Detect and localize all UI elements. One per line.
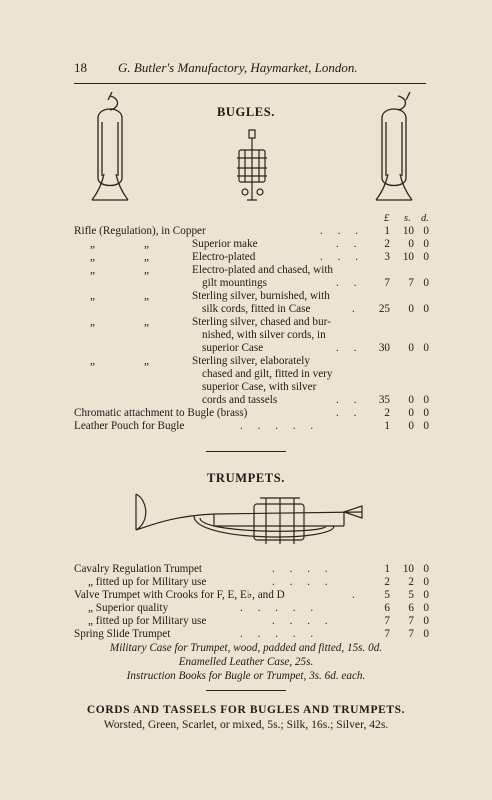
list-item: „ Superior quality . . . . . 6 6 0 [88,602,429,614]
trumpets-title: TRUMPETS. [207,471,285,485]
shillings-head: s. [404,213,411,224]
bugles-title: BUGLES. [216,105,276,119]
bugle-illustration-center [233,128,273,208]
list-item: cords and tassels . . 35 0 0 [202,394,429,406]
list-item: „ „ Electro-plated . . . 3 10 0 [90,251,429,263]
list-item: superior Case, with silver [202,381,317,393]
list-item: „ „ Sterling silver, elaborately [90,355,310,367]
instruction-books-note: Instruction Books for Bugle or Trumpet, 3s. 6d. each. [126,670,366,682]
section-divider [206,690,286,691]
pounds-head: £ [384,213,390,224]
header-rule [74,83,426,84]
list-item: „ fitted up for Military use . . . . 7 7 0 [88,615,429,627]
list-item: Cavalry Regulation Trumpet . . . . 1 10 0 [74,563,429,575]
pence-head: d. [421,213,429,224]
list-item: superior Case . . 30 0 0 [202,342,429,354]
case-note: Military Case for Trumpet, wood, padded and fitted, 15s. 0d. [109,642,383,654]
bugle-illustration-right [372,88,416,208]
leather-case-note: Enamelled Leather Case, 25s. [178,656,314,668]
list-item: nished, with silver cords, in [202,329,326,341]
list-item: Rifle (Regulation), in Copper . . . 1 10 0 [74,225,429,237]
cords-title: CORDS AND TASSELS FOR BUGLES AND TRUMPETS. [86,704,406,716]
cords-prices: Worsted, Green, Scarlet, or mixed, 5s.; Silk, 16s.; Silver, 42s. [103,718,389,731]
list-item: Valve Trumpet with Crooks for F, E, E♭, and D . 5 5 0 [74,589,429,601]
list-item: Chromatic attachment to Bugle (brass) . . 2 0 0 [74,407,429,419]
trumpet-illustration [134,486,364,556]
list-item: gilt mountings . . 7 7 0 [202,277,429,289]
list-item: „ „ Superior make . . 2 0 0 [90,238,429,250]
list-item: „ „ Electro-plated and chased, with [90,264,334,276]
list-item: chased and gilt, fitted in very [202,368,333,380]
list-item: Leather Pouch for Bugle . . . . . 1 0 0 [74,420,429,432]
page-number: 18 [74,60,87,75]
header-title: G. Butler's Manufactory, Haymarket, London. [118,60,358,75]
list-item: „ „ Sterling silver, burnished, with [90,290,330,302]
list-item: „ „ Sterling silver, chased and bur- [90,316,331,328]
list-item: Spring Slide Trumpet . . . . . 7 7 0 [74,628,429,640]
list-item: silk cords, fitted in Case . 25 0 0 [202,303,429,315]
list-item: „ fitted up for Military use . . . . 2 2 0 [88,576,429,588]
section-divider [206,451,286,452]
bugle-illustration-left [90,88,130,208]
